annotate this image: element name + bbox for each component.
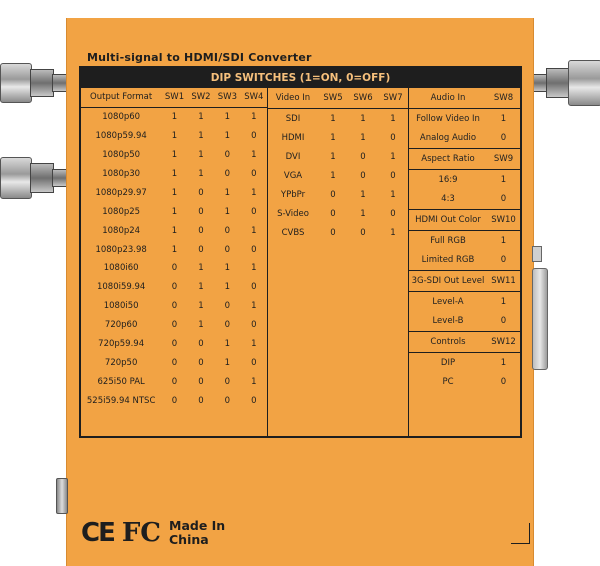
- output-format-row: [81, 240, 267, 259]
- switch-value: 1: [360, 208, 366, 219]
- switch-value: 0: [198, 225, 204, 236]
- ce-mark-logo: CE: [81, 518, 114, 548]
- setting-name: Controls: [430, 337, 466, 347]
- device-title: Multi-signal to HDMI/SDI Converter: [87, 51, 312, 64]
- switch-value: 0: [330, 208, 336, 219]
- switch-value: 1: [224, 263, 231, 274]
- format-name: 720p59.94: [98, 339, 145, 350]
- switch-value: 0: [251, 282, 257, 293]
- switch-value: 0: [198, 395, 204, 406]
- column-header: SW4: [244, 92, 264, 103]
- column-header: SW5: [323, 93, 343, 103]
- switch-value: 1: [251, 301, 257, 312]
- setting-option-row: [409, 190, 520, 210]
- switch-label: SW11: [491, 276, 516, 286]
- switch-value: 1: [390, 113, 396, 124]
- switch-value: 0: [224, 169, 231, 179]
- switch-value: 1: [171, 112, 178, 123]
- format-name: 1080p29.97: [95, 187, 147, 198]
- switch-value: 0: [500, 255, 507, 266]
- switch-value: 1: [171, 169, 178, 179]
- setting-option-row: [409, 312, 520, 332]
- video-input-name: SDI: [285, 113, 301, 124]
- setting-option-row: [409, 251, 520, 271]
- setting-name: HDMI Out Color: [415, 215, 481, 225]
- converter-device: [66, 18, 534, 566]
- option-name: Follow Video In: [416, 113, 480, 124]
- switch-value: 1: [500, 174, 507, 185]
- output-format-row: [81, 202, 267, 221]
- video-in-header: [268, 88, 408, 109]
- switch-value: 1: [500, 296, 507, 307]
- switch-value: 0: [171, 282, 178, 293]
- switch-value: 0: [198, 187, 204, 198]
- column-header: Video In: [275, 93, 311, 103]
- switch-label: SW8: [493, 93, 514, 103]
- switch-value: 0: [360, 170, 366, 181]
- video-in-row: [268, 147, 408, 166]
- output-format-row: [81, 146, 267, 165]
- column-header: SW3: [217, 92, 237, 103]
- output-format-row: [81, 391, 267, 410]
- switch-value: 1: [330, 170, 336, 181]
- format-name: 720p50: [104, 357, 138, 368]
- switch-value: 1: [224, 339, 231, 350]
- certification-logos: [81, 518, 225, 548]
- format-name: 1080p30: [102, 169, 141, 179]
- setting-name: Audio In: [430, 93, 466, 103]
- switch-value: 0: [198, 376, 204, 387]
- switch-value: 0: [360, 227, 366, 238]
- switch-label: SW12: [491, 337, 516, 347]
- option-name: PC: [442, 377, 454, 388]
- output-format-row: [81, 108, 267, 127]
- option-name: Level-A: [432, 296, 464, 307]
- switch-value: 0: [198, 206, 204, 217]
- video-in-row: [268, 166, 408, 185]
- made-in-line1: Made In: [169, 518, 226, 533]
- video-input-name: DVI: [285, 151, 301, 162]
- switch-value: 0: [224, 320, 231, 331]
- switch-value: 0: [500, 133, 507, 144]
- video-in-row: [268, 223, 408, 242]
- output-format-row: [81, 165, 267, 184]
- switch-value: 0: [171, 357, 178, 368]
- switch-value: 0: [251, 357, 257, 368]
- video-input-name: YPbPr: [280, 189, 306, 200]
- switch-value: 0: [251, 244, 257, 255]
- column-header: SW6: [353, 93, 373, 103]
- setting-option-row: [409, 231, 520, 251]
- format-name: 1080p25: [102, 206, 141, 217]
- switch-value: 0: [251, 206, 257, 217]
- switch-value: 1: [198, 150, 204, 161]
- switch-value: 1: [360, 113, 366, 124]
- settings-table: [409, 88, 520, 436]
- output-format-row: [81, 278, 267, 297]
- video-input-name: VGA: [283, 170, 303, 181]
- column-header: SW2: [191, 92, 211, 103]
- switch-value: 0: [171, 320, 178, 331]
- switch-value: 0: [224, 301, 231, 312]
- switch-value: 1: [198, 320, 204, 331]
- switch-value: 1: [171, 244, 178, 255]
- switch-value: 0: [171, 263, 178, 274]
- switch-value: 1: [224, 187, 231, 198]
- switch-value: 1: [224, 131, 231, 142]
- db-connector-port[interactable]: [532, 268, 548, 370]
- output-format-header: [81, 88, 267, 108]
- setting-option-row: [409, 373, 520, 393]
- panel-title: DIP SWITCHES (1=ON, 0=OFF): [81, 68, 520, 88]
- video-in-row: [268, 109, 408, 128]
- option-name: 4:3: [441, 194, 455, 205]
- setting-option-row: [409, 353, 520, 373]
- corner-mark: [511, 523, 530, 544]
- output-format-row: [81, 297, 267, 316]
- format-name: 1080p50: [102, 150, 141, 161]
- switch-value: 1: [500, 357, 507, 368]
- video-in-row: [268, 128, 408, 147]
- switch-value: 0: [171, 376, 178, 387]
- switch-value: 0: [171, 395, 178, 406]
- switch-value: 0: [251, 320, 257, 331]
- switch-value: 0: [500, 377, 507, 388]
- output-format-row: [81, 259, 267, 278]
- switch-value: 1: [224, 112, 231, 123]
- format-name: 720p60: [104, 320, 138, 331]
- format-name: 625i50 PAL: [97, 376, 145, 387]
- setting-option-row: [409, 292, 520, 312]
- switch-value: 1: [198, 131, 204, 142]
- switch-value: 1: [198, 301, 204, 312]
- video-in-row: [268, 185, 408, 204]
- format-name: 1080p60: [102, 112, 141, 123]
- switch-value: 1: [251, 263, 257, 274]
- switch-value: 1: [171, 206, 178, 217]
- switch-value: 1: [171, 225, 178, 236]
- format-name: 1080i50: [103, 301, 139, 312]
- switch-value: 0: [500, 194, 507, 205]
- switch-value: 1: [198, 112, 204, 123]
- fc-mark-logo: FC: [121, 518, 161, 548]
- switch-value: 0: [500, 316, 507, 327]
- output-format-row: [81, 372, 267, 391]
- switch-value: 1: [251, 376, 257, 387]
- usb-port[interactable]: [532, 246, 542, 262]
- column-header: SW1: [164, 92, 185, 103]
- settings-group-header: [409, 88, 520, 109]
- switch-value: 1: [198, 282, 204, 293]
- switch-value: 1: [198, 169, 204, 179]
- side-screw: [56, 478, 68, 514]
- setting-name: 3G-SDI Out Level: [411, 276, 485, 286]
- output-format-row: [81, 353, 267, 372]
- settings-group-header: [409, 148, 520, 170]
- switch-value: 1: [330, 151, 336, 162]
- option-name: 16:9: [438, 174, 458, 185]
- switch-value: 1: [251, 187, 257, 198]
- switch-value: 0: [360, 151, 366, 162]
- made-in-line2: China: [169, 532, 209, 547]
- settings-group-header: [409, 209, 520, 231]
- switch-value: 0: [330, 189, 336, 200]
- switch-value: 0: [224, 225, 231, 236]
- made-in-label: [169, 519, 225, 547]
- switch-value: 1: [224, 357, 231, 368]
- switch-value: 1: [360, 132, 366, 143]
- format-name: 1080p24: [102, 225, 141, 236]
- switch-value: 1: [251, 225, 257, 236]
- column-header: Output Format: [90, 92, 153, 103]
- switch-value: 1: [390, 227, 396, 238]
- switch-value: 0: [224, 395, 231, 406]
- switch-value: 0: [390, 170, 396, 181]
- switch-value: 0: [224, 150, 231, 161]
- setting-name: Aspect Ratio: [421, 154, 475, 164]
- video-in-row: [268, 204, 408, 223]
- switch-value: 1: [171, 150, 178, 161]
- switch-value: 0: [251, 169, 257, 179]
- switch-value: 1: [330, 132, 336, 143]
- format-name: 1080p59.94: [95, 131, 147, 142]
- output-format-table: [81, 88, 268, 436]
- output-format-row: [81, 127, 267, 146]
- output-format-row: [81, 316, 267, 335]
- switch-value: 1: [171, 131, 178, 142]
- video-in-table: [268, 88, 409, 436]
- setting-option-row: [409, 170, 520, 190]
- settings-group-header: [409, 331, 520, 353]
- switch-value: 0: [198, 244, 204, 255]
- switch-value: 1: [390, 189, 396, 200]
- output-format-row: [81, 335, 267, 354]
- switch-value: 1: [251, 339, 257, 350]
- switch-value: 0: [224, 244, 231, 255]
- switch-value: 1: [500, 113, 507, 124]
- setting-option-row: [409, 129, 520, 149]
- format-name: 525i59.94 NTSC: [86, 395, 156, 406]
- switch-value: 0: [171, 301, 178, 312]
- setting-option-row: [409, 109, 520, 129]
- option-name: Limited RGB: [421, 255, 475, 266]
- option-name: Full RGB: [430, 235, 466, 246]
- format-name: 1080i59.94: [96, 282, 146, 293]
- switch-value: 0: [251, 131, 257, 142]
- switch-value: 1: [390, 151, 396, 162]
- switch-value: 1: [171, 187, 178, 198]
- switch-value: 1: [198, 263, 204, 274]
- dip-switch-panel: [79, 66, 522, 438]
- switch-value: 1: [224, 282, 231, 293]
- video-input-name: HDMI: [281, 132, 305, 143]
- switch-value: 0: [390, 132, 396, 143]
- switch-value: 0: [171, 339, 178, 350]
- option-name: Level-B: [432, 316, 464, 327]
- output-format-row: [81, 221, 267, 240]
- switch-value: 0: [330, 227, 336, 238]
- video-input-name: S-Video: [277, 208, 309, 219]
- switch-value: 0: [390, 208, 396, 219]
- switch-value: 1: [330, 113, 336, 124]
- option-name: Analog Audio: [419, 133, 477, 144]
- switch-value: 1: [224, 206, 231, 217]
- switch-value: 0: [224, 376, 231, 387]
- switch-value: 0: [198, 339, 204, 350]
- column-header: SW7: [383, 93, 403, 103]
- switch-label: SW10: [491, 215, 516, 225]
- format-name: 1080p23.98: [95, 244, 147, 255]
- switch-value: 0: [251, 395, 257, 406]
- video-input-name: CVBS: [281, 227, 305, 238]
- format-name: 1080i60: [103, 263, 139, 274]
- switch-value: 1: [251, 112, 257, 123]
- switch-value: 1: [360, 189, 366, 200]
- option-name: DIP: [440, 357, 456, 368]
- output-format-row: [81, 183, 267, 202]
- switch-label: SW9: [493, 154, 514, 164]
- switch-value: 1: [500, 235, 507, 246]
- switch-value: 0: [198, 357, 204, 368]
- settings-group-header: [409, 270, 520, 292]
- switch-value: 1: [251, 150, 257, 161]
